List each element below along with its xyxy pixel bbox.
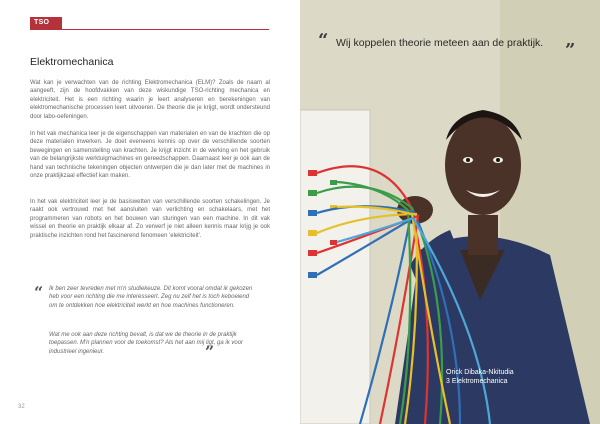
section-tag: TSO <box>30 17 62 29</box>
body-paragraph: In het vak elektriciteit leer je de basiswetten van verschillende soorten schakelingen. Je raakt ook vertrouwd met het aansluiten van verlichting en schakelaars, met het programmeren van robots en het bouwen van sturingen van een machine. In dit vak wissel en theorie en praktijk elkaar af. Zo verwerf je niet alleen kennis maar krijg je ook praktische inzichten rond het fascinerend fenomeen 'elektriciteit'. <box>30 199 270 239</box>
page-number: 32 <box>18 404 25 410</box>
caption-role: 3 Elektromechanica <box>446 378 508 385</box>
close-quote-icon: ” <box>565 40 576 61</box>
open-quote-icon: “ <box>34 283 44 302</box>
body-paragraph: In het vak mechanica leer je de eigenschappen van materialen en van de krachten die op deze materialen inwerken. Je doet eveneens kennis op over de verschillende soorten bewegingen en samenstelling van krachten. Je krijgt inzicht in de werking en het gebruik van de belangrijkste werktuigmachines en gereedschappen. Daarnaast leer je ook aan de hand van technische tekeningen objecten ontwerpen die je dan later met de machines in onze praktijkzaal effectief kan maken. <box>30 131 270 180</box>
section-rule <box>30 29 269 30</box>
student-photo <box>300 0 600 424</box>
student-quote-paragraph: Wat me ook aan deze richting bevalt, is dat we de theorie in de praktijk toepassen. M'n plannen voor de toekomst? Als het aan mij ligt, ga ik voor industrieel ingenieur. <box>49 332 244 355</box>
page-title: Elektromechanica <box>30 56 114 68</box>
pull-quote: Wij koppelen theorie meteen aan de praktijk. <box>336 37 544 49</box>
caption-name: Orick Dibaka-Nkitudia <box>446 369 514 376</box>
student-face <box>445 115 521 215</box>
body-paragraph: Wat kan je verwachten van de richting Elektromechanica (ELM)? Zoals de naam al aangeeft, zijn de hoofdvakken van deze wiskundige TSO-richting mechanica en elektriciteit. Het is een richting waarin je leert analyseren en berekeningen van elektromechanische processen leert uitvoeren. De theorie die je krijgt, wordt ondersteund door labo-oefeningen. <box>30 80 270 120</box>
lab-panel <box>300 110 370 424</box>
close-quote-icon: ” <box>205 342 215 361</box>
right-page <box>300 0 600 424</box>
photo-caption <box>446 368 514 386</box>
open-quote-icon: “ <box>318 30 329 51</box>
student-quote-paragraph: Ik ben zeer tevreden met m'n studiekeuze. Dit komt vooral omdat ik gekozen heb voor een richting die me interesseert. Zeg nu zelf het is toch keboeiend om te ontdekken hoe elektriciteit werkt en hoe machines functioneren. <box>49 286 253 309</box>
